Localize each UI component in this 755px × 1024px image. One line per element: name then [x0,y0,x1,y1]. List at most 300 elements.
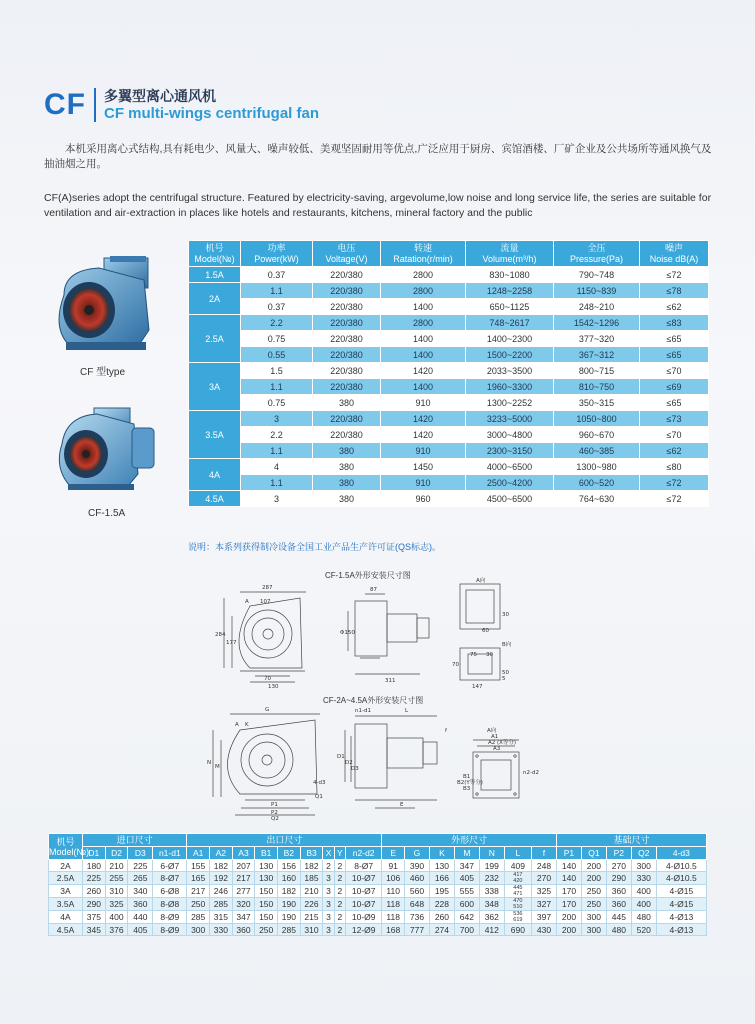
diagram-title-cf15a: CF-1.5A外形安装尺寸图 [325,571,411,580]
table-cell: 200 [581,860,606,872]
svg-text:A1: A1 [491,734,499,740]
table-cell: 810~750 [554,379,640,395]
table-row [189,475,709,491]
dim-subheader-cell: L [504,847,531,860]
table-cell: 4-Ø13 [656,911,706,924]
table-cell: 380 [313,395,381,411]
table-cell: ≤78 [640,283,709,299]
header-divider [94,88,96,122]
dim-model-cell: 4A [49,911,83,924]
table-cell: 10-Ø7 [346,898,382,911]
table-cell: 600 [454,898,479,911]
perf-header-en: Ratation(r/min) [393,253,453,264]
table-cell: 220/380 [313,283,381,299]
stacked-value-part: 445 [513,885,523,891]
table-cell: 300 [581,924,606,936]
table-cell: 3 [323,924,334,936]
svg-text:30: 30 [486,652,493,658]
table-cell: 4 [241,459,313,475]
table-cell: 1500~2200 [466,347,554,363]
table-cell: 255 [105,872,128,885]
dim-subheader-cell: A3 [232,847,255,860]
perf-header-cn: 噪声 [664,242,683,253]
table-cell: 325 [105,898,128,911]
table-cell: 199 [479,860,504,872]
table-cell: 4-Ø10.5 [656,872,706,885]
dim-subheader-cell: 4-d3 [656,847,706,860]
table-cell: 250 [255,924,278,936]
table-cell: 182 [300,860,323,872]
dim-subheader-cell: P1 [556,847,581,860]
table-cell: 362 [479,911,504,924]
table-cell: 190 [278,898,301,911]
dim-subheader-cell: D1 [83,847,106,860]
table-cell: 2 [334,872,345,885]
table-cell: 2.2 [241,427,313,443]
table-cell: 1400 [381,299,466,315]
intro-english: CF(A)series adopt the centrifugal structure. Featured by electricity-saving, argevolume,low noise and long service life, the series are suitable for ventilation and air-extraction in places like hotels and restaurants, kitchens, mineral factory and the public [44,192,712,219]
perf-header-en: Voltage(V) [325,253,368,264]
table-cell: 160 [278,872,301,885]
table-cell: 400 [631,898,656,911]
svg-text:A: A [245,599,249,605]
table-cell: 960 [381,491,466,507]
svg-text:87: 87 [370,587,377,593]
table-cell: 380 [313,443,381,459]
table-cell: 220/380 [313,347,381,363]
stacked-value-part: 619 [513,917,523,923]
table-cell: 330 [210,924,233,936]
table-cell: 460 [405,872,430,885]
table-row [189,315,709,331]
dim-subheader-cell: f [531,847,556,860]
intro-chinese: 本机采用离心式结构,具有耗电少、风量大、噪声较低、美观坚固耐用等优点,广泛应用于厨房、宾馆酒楼、厂矿企业及公共场所等通风换气及抽油烟之用。 [44,143,712,170]
table-cell: 1450 [381,459,466,475]
table-cell: 440 [128,911,153,924]
svg-text:D2: D2 [345,760,353,766]
table-cell: 277 [232,885,255,898]
table-cell: 2 [334,860,345,872]
table-cell: 748~2617 [466,315,554,331]
table-cell: 405 [454,872,479,885]
model-cell: 4A [189,459,241,491]
svg-text:4-d3: 4-d3 [313,780,326,786]
table-cell: 1150~839 [554,283,640,299]
table-cell: 150 [255,911,278,924]
perf-header-en: Pressure(Pa) [569,253,623,264]
table-cell: 2800 [381,283,466,299]
table-cell: 155 [187,860,210,872]
table-cell: 1.5 [241,363,313,379]
stacked-value-part: 471 [513,891,523,897]
table-cell: 327 [531,898,556,911]
table-cell: 380 [313,459,381,475]
svg-text:n1-d1: n1-d1 [355,708,371,714]
dim-subheader-cell: A1 [187,847,210,860]
table-cell: 220/380 [313,411,381,427]
caption-cf-type: CF 型type [80,367,126,378]
svg-text:E: E [400,802,404,808]
dim-model-cell: 3.5A [49,898,83,911]
table-cell: 220/380 [313,315,381,331]
svg-text:5: 5 [502,676,506,682]
table-cell: 555 [454,885,479,898]
table-row [49,911,707,924]
table-cell: 405 [128,924,153,936]
svg-text:f: f [445,728,447,734]
table-row [49,860,707,872]
stacked-value [505,872,531,884]
table-cell: 220/380 [313,299,381,315]
perf-header-cn: 机号 [205,242,224,253]
dim-subheader-cell: Y [334,847,345,860]
table-cell: 12-Ø9 [346,924,382,936]
table-cell: ≤72 [640,267,709,283]
table-cell: 260 [83,885,106,898]
performance-table [188,240,709,507]
table-cell: 3 [323,898,334,911]
table-cell: 250 [581,885,606,898]
cf2a-45a-dimension-drawing [205,702,545,820]
table-cell: 300 [581,911,606,924]
svg-text:A2 (X等分): A2 (X等分) [488,740,517,746]
dim-model-cell: 2.5A [49,872,83,885]
table-cell: 250 [187,898,210,911]
table-cell: 0.37 [241,299,313,315]
table-cell: 156 [278,860,301,872]
table-cell: 330 [631,872,656,885]
table-cell: 1300~980 [554,459,640,475]
performance-table-body [189,267,709,507]
table-cell: 130 [255,860,278,872]
table-cell: 520 [631,924,656,936]
stacked-value-part: 417 [513,872,523,878]
dim-subheader-cell: K [429,847,454,860]
table-cell: 195 [429,885,454,898]
table-row [189,427,709,443]
title-english: CF multi-wings centrifugal fan [104,105,320,122]
svg-text:287: 287 [262,585,273,591]
table-cell: 480 [631,911,656,924]
table-cell: 480 [606,924,631,936]
table-cell: 2 [334,885,345,898]
dimension-table-header [49,834,707,860]
table-cell: 4-Ø15 [656,898,706,911]
table-cell: 192 [210,872,233,885]
table-cell: 600~520 [554,475,640,491]
table-cell: 1300~2252 [466,395,554,411]
dim-subheader-cell: P2 [606,847,631,860]
table-cell: ≤70 [640,427,709,443]
table-cell: 8-Ø8 [153,898,187,911]
table-cell: 91 [382,860,405,872]
table-cell: 376 [105,924,128,936]
table-cell: 170 [556,885,581,898]
svg-text:B3: B3 [463,786,471,792]
table-cell: 409 [504,860,531,872]
table-cell: 182 [278,885,301,898]
svg-text:M: M [215,764,220,770]
table-cell: 168 [382,924,405,936]
table-cell: 165 [187,872,210,885]
table-row [189,283,709,299]
table-row [49,885,707,898]
svg-text:177: 177 [226,640,237,646]
dim-subheader-cell: Q1 [581,847,606,860]
svg-text:n2-d2: n2-d2 [523,770,539,776]
table-cell: 226 [300,898,323,911]
model-cell: 2.5A [189,315,241,363]
table-cell: 338 [479,885,504,898]
table-cell: 2 [334,924,345,936]
svg-text:70: 70 [264,676,271,682]
table-cell: 430 [531,924,556,936]
table-cell: 2800 [381,267,466,283]
stacked-value-part: 536 [513,911,523,917]
table-cell: 2800 [381,315,466,331]
table-cell: 648 [405,898,430,911]
table-cell: 347 [232,911,255,924]
dimension-table-body [49,860,707,936]
svg-text:Q2: Q2 [271,816,279,822]
table-cell: 2033~3500 [466,363,554,379]
table-row [189,267,709,283]
perf-header-cn: 全压 [587,242,606,253]
table-cell: 380 [313,475,381,491]
table-cell: 1.1 [241,379,313,395]
dim-subheader-cell: Q2 [631,847,656,860]
table-cell: 8-Ø7 [153,872,187,885]
table-cell: 325 [531,885,556,898]
table-cell: 397 [531,911,556,924]
table-cell: 375 [83,911,106,924]
svg-text:B向: B向 [502,642,512,648]
table-cell: 185 [300,872,323,885]
table-cell: 0.75 [241,395,313,411]
table-cell: 270 [606,860,631,872]
table-cell: 210 [105,860,128,872]
perf-header-en: Model(№) [194,253,235,264]
table-cell: 220/380 [313,331,381,347]
table-cell: 3 [241,411,313,427]
table-cell: 4500~6500 [466,491,554,507]
svg-text:70: 70 [452,662,459,668]
dim-subheader-cell: D3 [128,847,153,860]
table-cell: 1248~2258 [466,283,554,299]
table-cell: 8-Ø7 [346,860,382,872]
table-row [189,331,709,347]
table-cell: 310 [105,885,128,898]
table-cell: 200 [556,911,581,924]
table-cell: 300 [631,860,656,872]
table-cell: 1050~800 [554,411,640,427]
table-cell: 3 [241,491,313,507]
perf-header-cell [640,241,709,267]
perf-header-en: Noise dB(A) [649,253,699,264]
table-cell: 0.55 [241,347,313,363]
table-cell: 2 [323,860,334,872]
table-cell: 380 [313,491,381,507]
table-row [189,459,709,475]
svg-text:50: 50 [502,670,509,676]
table-cell: 360 [232,924,255,936]
table-cell: 790~748 [554,267,640,283]
performance-table-header [189,241,709,267]
table-cell: 166 [429,872,454,885]
table-cell: 10-Ø7 [346,872,382,885]
table-cell: 1400 [381,379,466,395]
table-cell: 3000~4800 [466,427,554,443]
table-cell: 265 [128,872,153,885]
table-cell: 220/380 [313,427,381,443]
table-cell: 910 [381,395,466,411]
table-cell: 118 [382,898,405,911]
table-cell: 246 [210,885,233,898]
table-cell: 4000~6500 [466,459,554,475]
dim-subheader-cell: n1-d1 [153,847,187,860]
table-cell: 182 [210,860,233,872]
cf-15a-fan-image [52,404,162,492]
table-cell: 118 [382,911,405,924]
table-cell: 8-Ø9 [153,924,187,936]
table-cell: 10-Ø7 [346,885,382,898]
table-cell: 190 [278,911,301,924]
model-cell: 3.5A [189,411,241,459]
svg-text:147: 147 [472,684,483,690]
table-cell: 360 [606,898,631,911]
outline-size-header: 外形尺寸 [382,834,557,847]
table-cell: 3 [323,872,334,885]
table-row [189,347,709,363]
svg-text:N: N [207,760,212,766]
performance-header-row [189,241,709,267]
table-cell: 360 [128,898,153,911]
table-cell: 400 [631,885,656,898]
table-cell: 3233~5000 [466,411,554,427]
table-cell: 960~670 [554,427,640,443]
table-row [49,898,707,911]
outlet-size-header: 出口尺寸 [187,834,382,847]
svg-text:60: 60 [482,628,489,634]
table-cell: 150 [255,885,278,898]
inlet-size-header: 进口尺寸 [83,834,187,847]
table-row [189,379,709,395]
table-cell: 8-Ø9 [153,911,187,924]
svg-text:G: G [265,707,270,713]
table-cell: 1.1 [241,475,313,491]
table-cell: 1420 [381,363,466,379]
table-cell: 830~1080 [466,267,554,283]
table-cell: 290 [606,872,631,885]
table-cell: 260 [429,911,454,924]
table-cell: 764~630 [554,491,640,507]
table-cell: 130 [255,872,278,885]
cf-type-fan-image [44,250,164,355]
table-cell: 170 [556,898,581,911]
model-cell: 1.5A [189,267,241,283]
dim-subheader-cell: B2 [278,847,301,860]
table-cell: 412 [479,924,504,936]
svg-text:D3: D3 [351,766,359,772]
dim-subheader-cell: N [479,847,504,860]
table-cell: 220/380 [313,363,381,379]
dim-subheader-cell: B3 [300,847,323,860]
table-cell: 390 [405,860,430,872]
table-cell: 140 [556,860,581,872]
perf-header-cell [466,241,554,267]
header [44,88,319,122]
table-row [189,443,709,459]
svg-text:130: 130 [268,684,279,690]
table-cell: 6-Ø7 [153,860,187,872]
diagram-title-cf2a-45a: CF-2A~4.5A外形安装尺寸图 [323,696,424,705]
table-cell: 460~385 [554,443,640,459]
table-cell: 4-Ø10.5 [656,860,706,872]
model-cell: 4.5A [189,491,241,507]
table-cell: 2500~4200 [466,475,554,491]
table-cell: 348 [479,898,504,911]
base-size-header: 基础尺寸 [556,834,706,847]
dim-model-cn: 机号 [56,836,75,847]
table-cell: 285 [187,911,210,924]
table-cell: 1.1 [241,443,313,459]
table-cell: 910 [381,475,466,491]
certification-note: 说明：本系列获得制冷设备全国工业产品生产许可证(QS标志)。 [188,542,441,552]
table-cell: 340 [128,885,153,898]
table-cell: 642 [454,911,479,924]
table-cell: 377~320 [554,331,640,347]
table-cell: 217 [232,872,255,885]
dim-model-cell: 2A [49,860,83,872]
table-cell: ≤72 [640,491,709,507]
table-cell: 207 [232,860,255,872]
perf-header-cell [554,241,640,267]
table-cell: 2300~3150 [466,443,554,459]
svg-text:311: 311 [385,678,396,684]
title-chinese: 多翼型离心通风机 [104,88,216,104]
perf-header-cn: 功率 [267,242,286,253]
table-cell: 350~315 [554,395,640,411]
table-cell: 300 [187,924,210,936]
stacked-value [505,885,531,897]
table-cell: 10-Ø9 [346,911,382,924]
table-row [189,395,709,411]
table-cell: 3 [323,911,334,924]
svg-text:Q1: Q1 [315,794,323,800]
cf15a-dimension-drawing [210,576,520,694]
table-cell: 400 [105,911,128,924]
table-cell: 736 [405,911,430,924]
table-cell: 1400~2300 [466,331,554,347]
table-cell: 130 [429,860,454,872]
table-cell: 1400 [381,347,466,363]
perf-header-cn: 流量 [500,242,519,253]
dim-subheader-cell: n2-d2 [346,847,382,860]
stacked-value [505,911,531,923]
svg-text:Φ150: Φ150 [340,630,355,636]
dim-subheader-cell: A2 [210,847,233,860]
svg-text:A3: A3 [493,746,501,752]
table-cell: 270 [531,872,556,885]
dim-subheader-cell: E [382,847,405,860]
perf-header-cn: 转速 [413,242,432,253]
perf-header-cn: 电压 [337,242,356,253]
perf-header-cell [189,241,241,267]
dim-subheader-cell: D2 [105,847,128,860]
table-cell: 232 [479,872,504,885]
table-cell: 140 [556,872,581,885]
table-cell: 1420 [381,427,466,443]
